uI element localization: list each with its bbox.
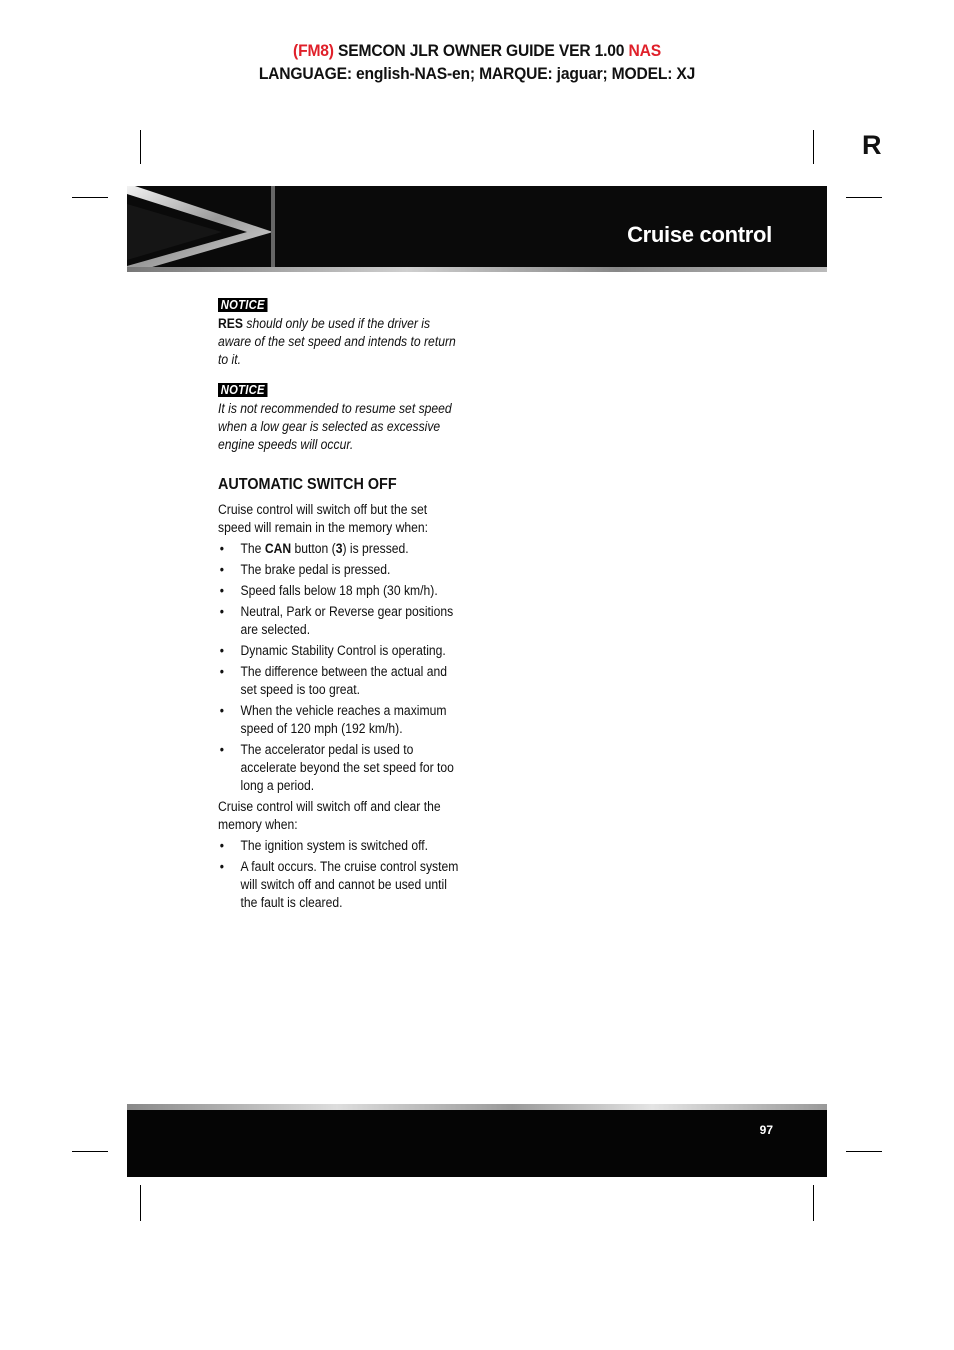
crop-mark <box>846 197 882 198</box>
chevron-arrow-icon <box>127 186 277 272</box>
footer-strip <box>127 1104 827 1110</box>
list-item: • The brake pedal is pressed. <box>218 561 459 579</box>
list-item-text: The <box>240 541 265 556</box>
bullet-list-memory-kept <box>218 540 459 795</box>
list-item: • A fault occurs. The cruise control system will switch off and cannot be used until the fault is cleared. <box>218 858 459 912</box>
notice-block <box>218 381 459 454</box>
list-item-text: ) is pressed. <box>342 541 409 556</box>
notice-bold-term: RES <box>218 316 243 331</box>
paragraph: Cruise control will switch off and clear the memory when: <box>218 799 441 832</box>
document-header-line2: LANGUAGE: english-NAS-en; MARQUE: jaguar; MODEL: XJ <box>258 64 696 83</box>
notice-body: should only be used if the driver is aware of the set speed and intends to return to it. <box>218 316 456 367</box>
header-nas: NAS <box>628 41 661 60</box>
crop-mark <box>813 1185 814 1221</box>
section-heading: AUTOMATIC SWITCH OFF <box>218 476 397 493</box>
page-number: 97 <box>759 1123 773 1137</box>
notice-text <box>218 315 459 369</box>
list-item: • Neutral, Park or Reverse gear positions are selected. <box>218 603 459 639</box>
list-item: • The difference between the actual and set speed is too great. <box>218 663 459 699</box>
bold-term: 3 <box>335 541 343 556</box>
document-header-line1 <box>38 41 916 61</box>
header-fm8: (FM8) <box>293 41 334 60</box>
page-footer <box>127 1104 827 1177</box>
notice-label: NOTICE <box>218 298 268 312</box>
main-content <box>218 296 459 915</box>
crop-mark <box>72 197 108 198</box>
section-tab-letter: R <box>862 130 882 160</box>
crop-mark <box>72 1151 108 1152</box>
crop-mark <box>813 130 814 164</box>
header-title: SEMCON JLR OWNER GUIDE VER 1.00 <box>333 41 629 60</box>
list-item: • Dynamic Stability Control is operating. <box>218 642 459 660</box>
bold-term: CAN <box>264 541 292 556</box>
list-item: • The ignition system is switched off. <box>218 837 459 855</box>
crop-mark <box>846 1151 882 1152</box>
list-item: • When the vehicle reaches a maximum speed of 120 mph (192 km/h). <box>218 702 459 738</box>
crop-mark <box>140 1185 141 1221</box>
chapter-title: Cruise control <box>627 222 772 247</box>
list-item-text: button ( <box>291 541 336 556</box>
banner-strip <box>127 267 827 272</box>
notice-block <box>218 296 459 369</box>
bullet-list-memory-cleared <box>218 837 459 912</box>
list-item: • The accelerator pedal is used to accelerate beyond the set speed for too long a period. <box>218 741 459 795</box>
list-item: • Speed falls below 18 mph (30 km/h). <box>218 582 459 600</box>
notice-label: NOTICE <box>218 383 268 397</box>
chapter-banner <box>127 186 827 272</box>
list-item <box>218 540 459 558</box>
notice-text: It is not recommended to resume set speed when a low gear is selected as excessive engine speeds will occur. <box>218 401 452 452</box>
crop-mark <box>140 130 141 164</box>
paragraph: Cruise control will switch off but the set speed will remain in the memory when: <box>218 502 429 535</box>
